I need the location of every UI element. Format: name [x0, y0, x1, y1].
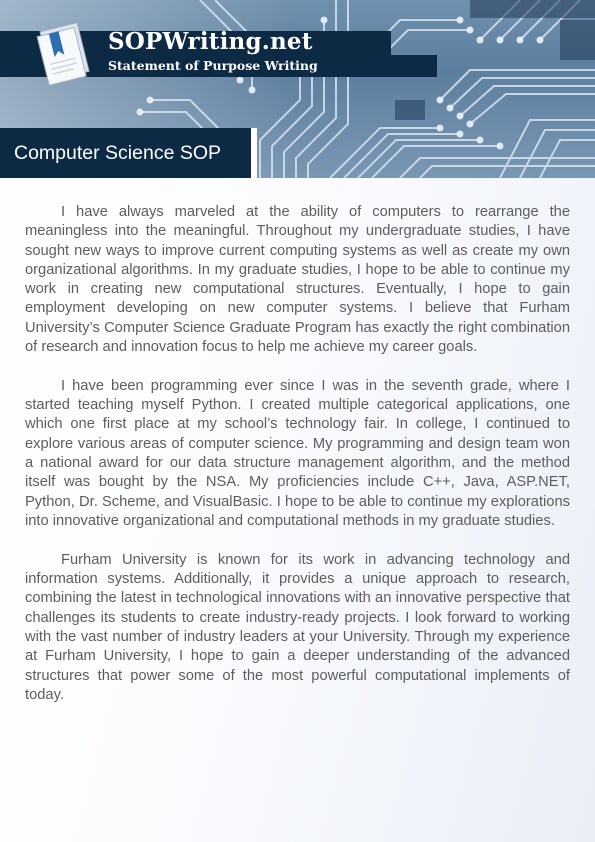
paragraph-2: I have been programming ever since I was in the seventh grade, where I started teaching myself Python. I created multiple categorical applications, one which one first place at my school’s technology fair. In college, I continued to explore various areas of computer science. My programming and design team won a national award for our data structure management algorithm, and the method itself was bought by the NSA. My proficiencies include C++, Java, ASP.NET, Python, Dr. Scheme, and VisualBasic. I hope to be able to continue my explorations into innovative organizational and computational methods in my graduate studies. [25, 377, 570, 529]
brand-name: SOPWriting.net [108, 28, 313, 55]
document-body [25, 203, 570, 725]
paragraph-1: I have always marveled at the ability of computers to rearrange the meaningless into the meaningful. Throughout my undergraduate studies, I have sought new ways to improve current computing systems as well as create my own organizational algorithms. In my graduate studies, I hope to be able to continue my work in creating new computational structures. Eventually, I hope to gain employment developing on new computer systems. I believe that Furham University’s Computer Science Graduate Program has exactly the right combination of research and innovation focus to help me achieve my career goals. [25, 204, 570, 356]
page-title: Computer Science SOP [14, 142, 222, 164]
document-bookmark-icon [32, 18, 102, 88]
title-bar-accent [251, 128, 257, 178]
header-banner [0, 0, 595, 178]
paragraph-3: Furham University is known for its work in advancing technology and information systems. Additionally, it provides a unique approach to research, combining the latest in technological innovations with an innovative perspective that challenges its students to create industry-ready projects. I look forward to working with the vast number of industry leaders at your University. Through my experience at Furham University, I hope to gain a deeper understanding of the advanced structures that power some of the most powerful computational implements of today. [25, 551, 570, 703]
brand-tagline: Statement of Purpose Writing [108, 58, 318, 73]
